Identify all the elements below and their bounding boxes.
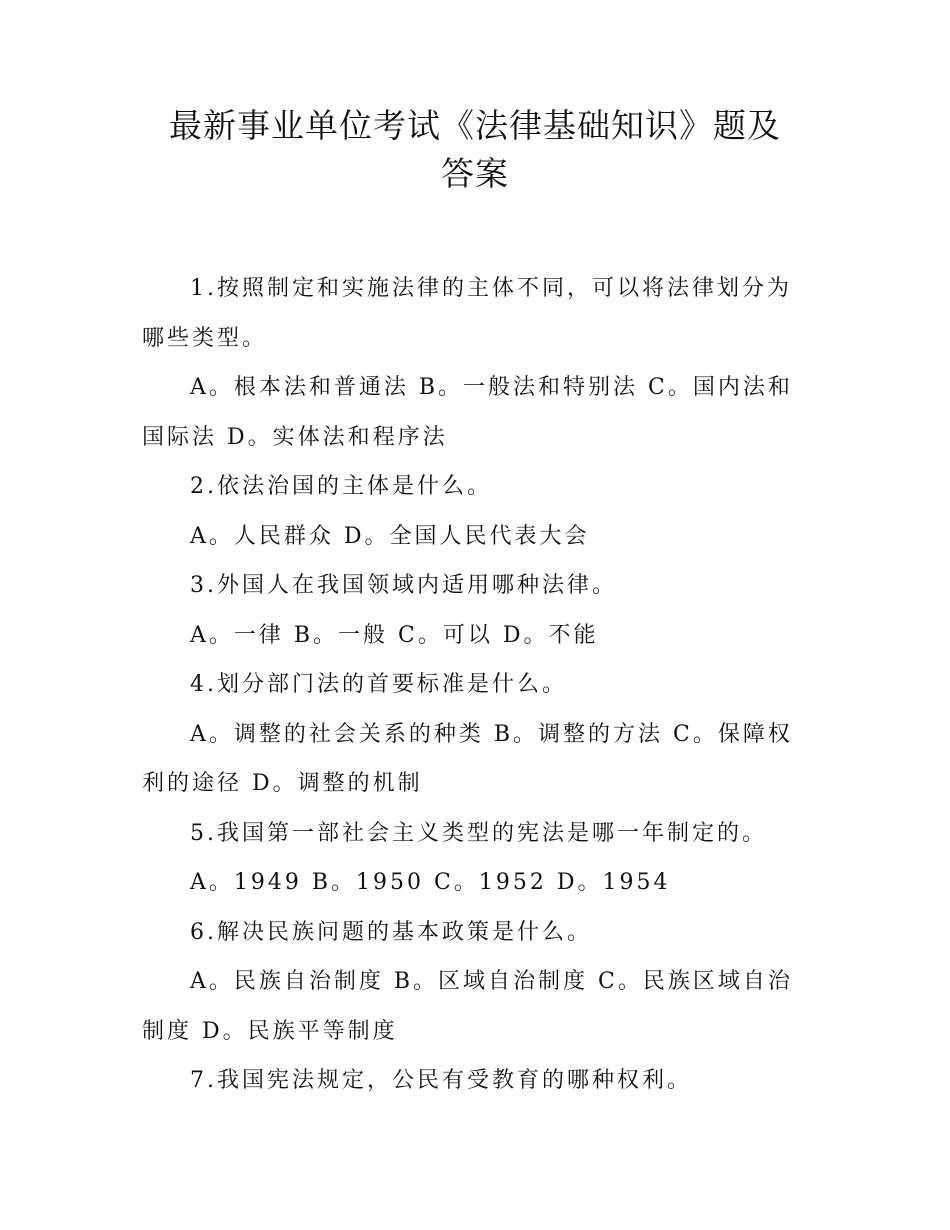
document-body: [142, 264, 808, 1106]
document-title: [142, 102, 808, 198]
question-2-options: A。人民群众 D。全国人民代表大会: [190, 523, 590, 549]
question-5-options: A。1949 B。1950 C。1952 D。1954: [190, 870, 671, 895]
question-3-options: A。一律 B。一般 C。可以 D。不能: [190, 622, 599, 648]
question-4: 4.划分部门法的首要标准是什么。: [190, 672, 567, 697]
question-2: 2.依法治国的主体是什么。: [190, 474, 492, 499]
title-line-2: 答案: [441, 154, 509, 193]
question-1-options: A。根本法和普通法 B。一般法和特别法 C。国内法和国际法 D。实体法和程序法: [142, 375, 793, 450]
question-5: 5.我国第一部社会主义类型的宪法是哪一年制定的。: [190, 820, 767, 846]
title-line-1: 最新事业单位考试《法律基础知识》题及: [169, 106, 781, 145]
question-6-options: A。民族自治制度 B。区域自治制度 C。民族区域自治制度 D。民族平等制度: [142, 969, 793, 1044]
question-1: 1.按照制定和实施法律的主体不同，可以将法律划分为哪些类型。: [142, 276, 792, 351]
question-7: 7.我国宪法规定，公民有受教育的哪种权利。: [190, 1068, 692, 1093]
question-4-options: A。调整的社会关系的种类 B。调整的方法 C。保障权利的途径 D。调整的机制: [142, 721, 793, 796]
question-3: 3.外国人在我国领域内适用哪种法律。: [190, 573, 617, 598]
question-6: 6.解决民族问题的基本政策是什么。: [190, 919, 592, 945]
